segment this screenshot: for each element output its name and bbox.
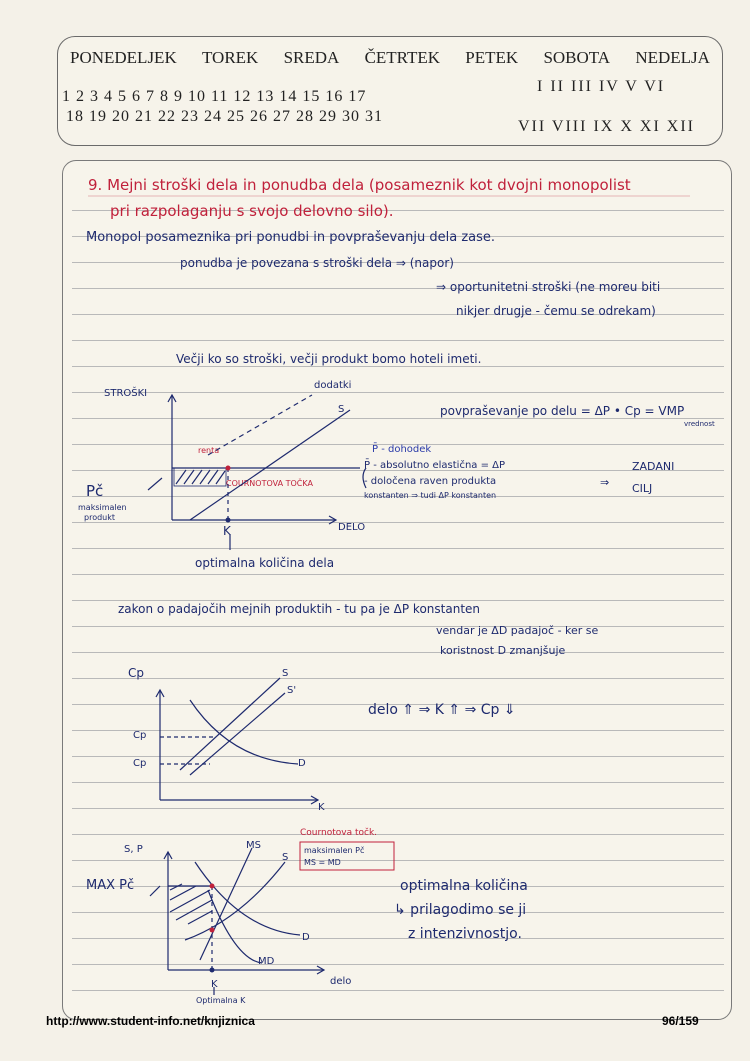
note-line-5: Večji ko so stroški, večji produkt bomo hoteli imeti. bbox=[176, 352, 482, 366]
graph1-dodatki: dodatki bbox=[314, 380, 352, 391]
graph2-k: K bbox=[318, 802, 325, 813]
month-numerals-row2: VII VIII IX X XI XII bbox=[518, 118, 695, 135]
graph1-pc-desc1: maksimalen bbox=[78, 503, 127, 512]
end-note-1: optimalna količina bbox=[400, 878, 528, 894]
graph1-zadani: ZADANI bbox=[632, 460, 675, 473]
graph1-x-label: DELO bbox=[338, 522, 366, 533]
graph1-p-desc1: P̄ - absolutno elastična = ΔP bbox=[364, 460, 506, 471]
graph2-cp1: Cp bbox=[133, 730, 147, 741]
graph2-s2: S' bbox=[287, 685, 297, 696]
month-numerals-row1: I II III IV V VI bbox=[537, 78, 666, 95]
graph2-y-label: Cp bbox=[128, 666, 144, 680]
graph3-max-pc: MAX Pč bbox=[86, 878, 135, 893]
graph2 bbox=[156, 678, 318, 804]
day-label: ČETRTEK bbox=[364, 48, 441, 67]
note-line-4: nikjer drugje - čemu se odrekam) bbox=[456, 304, 656, 318]
graph1-y-label: STROŠKI bbox=[104, 388, 148, 399]
graph1-pc: Pč bbox=[86, 482, 104, 500]
note-title-2: pri razpolaganju s svojo delovno silo). bbox=[110, 202, 394, 220]
graph3-y-label: S, P bbox=[124, 844, 143, 855]
demand-sub: vrednost bbox=[684, 420, 715, 428]
graph1-k: K bbox=[223, 524, 231, 538]
graph3-x-label: delo bbox=[330, 976, 352, 987]
graph1-arrow: ⇒ bbox=[600, 476, 610, 489]
end-note-2: ↳ prilagodimo se ji bbox=[394, 902, 527, 918]
graph1-s-label: S bbox=[338, 404, 345, 415]
graph1-optimal: optimalna količina dela bbox=[195, 556, 335, 570]
graph3-optimal: Optimalna K bbox=[196, 996, 246, 1005]
graph2-s: S bbox=[282, 668, 289, 679]
note-line-6: zakon o padajočih mejnih produktih - tu pa je ΔP konstanten bbox=[118, 602, 481, 616]
graph3-box2: MS = MD bbox=[304, 858, 341, 867]
graph1-p-dohodek: P̄ - dohodek bbox=[372, 444, 432, 455]
graph1-cilj: CILJ bbox=[632, 482, 653, 495]
graph2-formula: delo ⇑ ⇒ K ⇑ ⇒ Cp ⇓ bbox=[368, 702, 516, 718]
graph1-cournot: COURNOTOVA TOČKA bbox=[226, 479, 313, 488]
page-number: 96/159 bbox=[662, 1014, 699, 1028]
graph1 bbox=[148, 395, 366, 550]
note-line-3: ⇒ oportunitetni stroški (ne moreu biti bbox=[436, 280, 661, 294]
day-label: PONEDELJEK bbox=[70, 48, 177, 67]
graph1-p-desc3: konstanten ⇒ tudi ΔP konstanten bbox=[364, 491, 497, 500]
day-label: PETEK bbox=[465, 48, 519, 67]
note-line-2: ponudba je povezana s stroški dela ⇒ (napor) bbox=[180, 256, 454, 270]
note-title-1: 9. Mejni stroški dela in ponudba dela (posameznik kot dvojni monopolist bbox=[88, 176, 631, 194]
graph3-box1: maksimalen Pč bbox=[304, 846, 365, 855]
graph1-pc-desc2: produkt bbox=[84, 513, 116, 522]
note-line-1: Monopol posameznika pri ponudbi in povpraševanju dela zase. bbox=[86, 230, 496, 245]
end-note-3: z intenzivnostjo. bbox=[408, 926, 522, 942]
day-label: TOREK bbox=[201, 48, 259, 67]
graph3-s: S bbox=[282, 852, 289, 863]
date-numbers-row1: 1 2 3 4 5 6 7 8 9 10 11 12 13 14 15 16 17 bbox=[62, 88, 367, 105]
graph3-ms: MS bbox=[246, 840, 261, 851]
graph3-cournot: Cournotova točk. bbox=[300, 828, 378, 838]
graph3-d: D bbox=[302, 932, 310, 943]
date-numbers-row2: 18 19 20 21 22 23 24 25 26 27 28 29 30 31 bbox=[66, 108, 383, 125]
graph3 bbox=[150, 842, 394, 995]
graph2-cp2: Cp bbox=[133, 758, 147, 769]
graph3-md: MD bbox=[258, 956, 275, 967]
graph3-k: K bbox=[211, 979, 218, 990]
day-label: NEDELJA bbox=[635, 48, 710, 67]
note-line-8: koristnost D zmanjšuje bbox=[440, 644, 566, 657]
day-label: SOBOTA bbox=[543, 48, 611, 67]
demand-formula: povpraševanje po delu = ΔP • Cp = VMP bbox=[440, 404, 685, 418]
footer-url: http://www.student-info.net/knjiznica bbox=[46, 1014, 255, 1028]
day-label: SREDA bbox=[283, 48, 340, 67]
graph2-d: D bbox=[298, 758, 306, 769]
graph1-p-desc2: - določena raven produkta bbox=[364, 476, 497, 487]
note-line-7: vendar je ΔD padajoč - ker se bbox=[436, 624, 599, 637]
graph1-renta: renta bbox=[198, 446, 220, 455]
